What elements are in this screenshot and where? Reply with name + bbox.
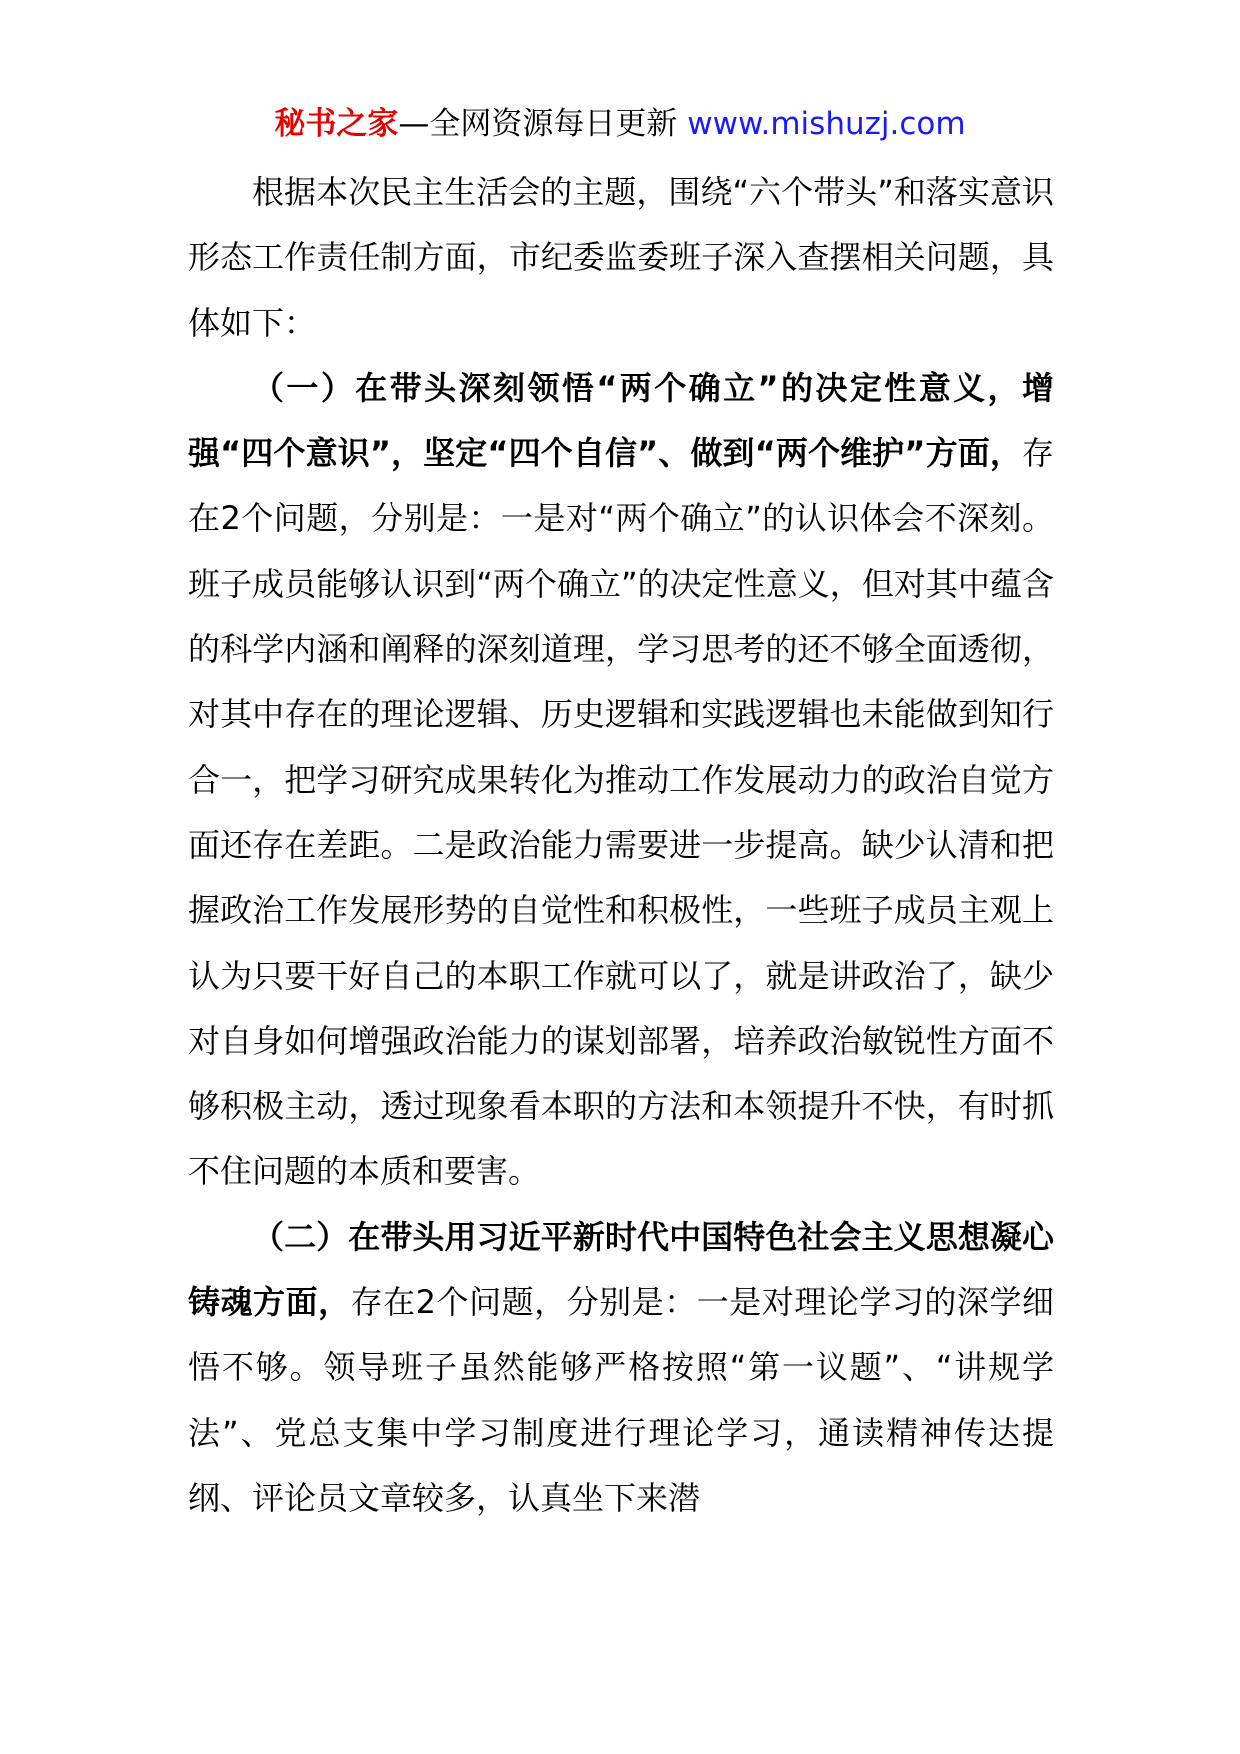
brand-name: 秘书之家 bbox=[274, 106, 399, 142]
header-slogan: —全网资源每日更新 bbox=[398, 106, 678, 142]
section-one-text: 存在2个问题，分别是：一是对“两个确立”的认识体会不深刻。班子成员能够认识到“两个确立”的决定性意义，但对其中蕴含的科学内涵和阐释的深刻道理，学习思考的还不够全面透彻，对其中存在的理论逻辑、历史逻辑和实践逻辑也未能做到知行合一，把学习研究成果转化为推动工作发展动力的政治自觉方面还存在差距。二是政治能力需要进一步提高。缺少认清和把握政治工作发展形势的自觉性和积极性，一些班子成员主观上认为只要干好自己的本职工作就可以了，就是讲政治了，缺少对自身如何增强政治能力的谋划部署，培养政治敏锐性方面不够积极主动，透过现象看本职的方法和本领提升不快，有时抓不住问题的本质和要害。 bbox=[188, 434, 1054, 1191]
section-one-heading: （一）在带头深刻领悟“两个确立”的决定性意义，增强“四个意识”，坚定“四个自信”、做到“两个维护”方面， bbox=[188, 368, 1054, 473]
section-two-heading: （二）在带头用习近平新时代中国特色社会主义思想凝心铸魂方面， bbox=[188, 1217, 1054, 1322]
section-two-text: 存在2个问题，分别是：一是对理论学习的深学细悟不够。领导班子虽然能够严格按照“第一议题”、“讲规学法”、党总支集中学习制度进行理论学习，通读精神传达提纲、评论员文章较多，认真坐下来潜 bbox=[188, 1283, 1054, 1517]
website-link[interactable]: www.mishuzj.com bbox=[687, 106, 966, 142]
page-header bbox=[0, 100, 1240, 148]
intro-text: 根据本次民主生活会的主题，围绕“六个带头”和落实意识形态工作责任制方面，市纪委监委班子深入查摆相关问题，具体如下： bbox=[188, 173, 1054, 342]
document-body bbox=[188, 160, 1054, 1531]
section-two-paragraph bbox=[188, 1205, 1054, 1531]
intro-paragraph bbox=[188, 160, 1054, 356]
section-one-paragraph bbox=[188, 356, 1054, 1205]
